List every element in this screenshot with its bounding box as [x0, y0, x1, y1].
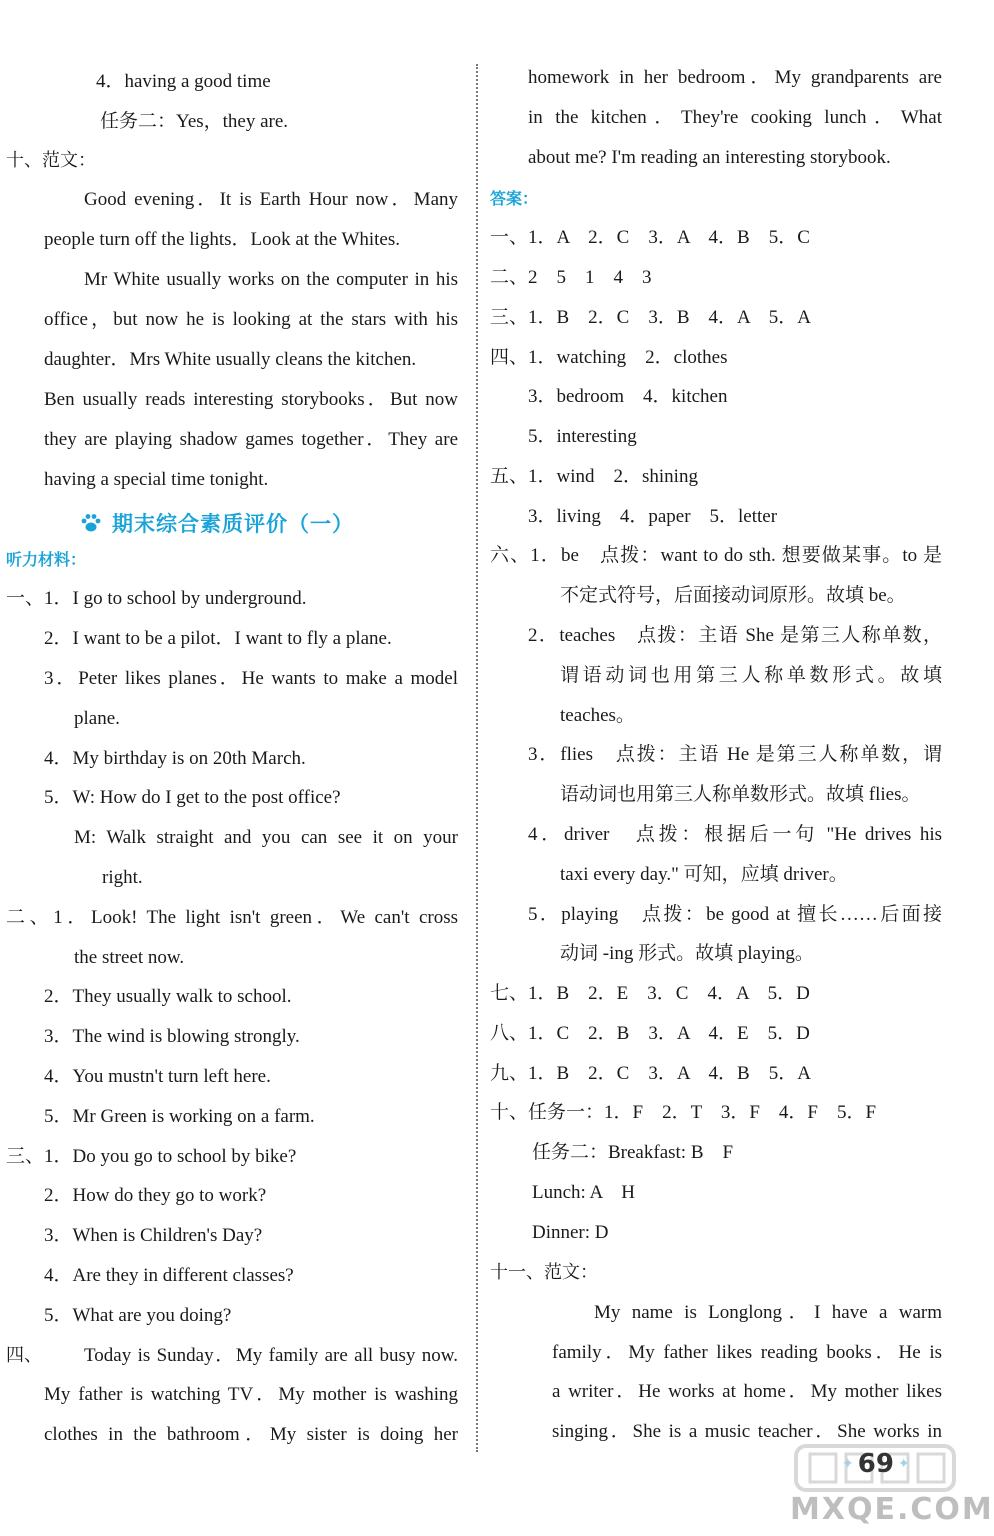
text-line: 5．interesting [528, 426, 637, 447]
text-line: 七、1．B 2．E 3．C 4．A 5．D [490, 983, 810, 1004]
text-line: 任务二：Yes，they are. [100, 111, 289, 132]
text-line: 3．The wind is blowing strongly. [44, 1026, 300, 1047]
text-line: 三、1．Do you go to school by bike? [6, 1146, 297, 1167]
text-line: 听力材料： [6, 550, 87, 569]
text-line: 4．having a good time [96, 71, 271, 92]
text-line: 一、1．A 2．C 3．A 4．B 5．C [490, 227, 810, 248]
text-line: singing．She is a music teacher．She works in [552, 1421, 942, 1442]
text-line: 答案： [490, 189, 539, 208]
text-line: office，but now he is looking at the stars with his [44, 309, 458, 330]
text-line: 3．Peter likes planes．He wants to make a model [44, 668, 458, 689]
text-line: homework in her bedroom．My grandparents are [528, 67, 942, 88]
column-divider [476, 64, 478, 1452]
text-line: 六、1．be 点拨：want to do sth. 想要做某事。to 是 [490, 545, 942, 566]
text-line: 三、1．B 2．C 3．B 4．A 5．A [490, 307, 811, 328]
text-line: Good evening．It is Earth Hour now．Many [84, 189, 458, 210]
text-line: 5．W: How do I get to the post office? [44, 787, 341, 808]
text-line: 5．What are you doing? [44, 1305, 232, 1326]
text-line: plane. [74, 708, 120, 729]
text-line: teaches。 [560, 705, 635, 726]
text-line: 4．You mustn't turn left here. [44, 1066, 271, 1087]
text-line: 四、 [6, 1345, 42, 1366]
text-line: in the kitchen．They're cooking lunch．What [528, 107, 942, 128]
text-line: 十一、范文： [490, 1262, 598, 1283]
text-line: 十、范文： [6, 150, 96, 171]
text-line: 3．bedroom 4．kitchen [528, 386, 728, 407]
text-line: Mr White usually works on the computer in his [84, 269, 458, 290]
text-line: 2．How do they go to work? [44, 1185, 267, 1206]
text-line: 3．living 4．paper 5．letter [528, 506, 778, 527]
text-line: M: Walk straight and you can see it on your [74, 827, 458, 848]
text-line: My father is watching TV．My mother is washing [44, 1384, 458, 1405]
text-line: about me? I'm reading an interesting storybook. [528, 147, 891, 168]
text-line: 2．I want to be a pilot．I want to fly a plane. [44, 628, 392, 649]
text-line: Today is Sunday．My family are all busy now. [84, 1345, 458, 1366]
text-line: 二、1．Look! The light isn't green．We can't cross [6, 907, 458, 928]
text-line: Ben usually reads interesting storybooks．But now [44, 389, 458, 410]
text-line: 4．My birthday is on 20th March. [44, 748, 306, 769]
text-line: 四、1．watching 2．clothes [490, 347, 728, 368]
page-number: 69 [857, 1449, 894, 1479]
text-line: 五、1．wind 2．shining [490, 466, 698, 487]
text-line: 5．playing 点拨：be good at 擅长……后面接 [528, 904, 942, 925]
text-line: people turn off the lights．Look at the Whites. [44, 229, 401, 250]
text-line: daughter．Mrs White usually cleans the kitchen. [44, 349, 417, 370]
text-line: 4．Are they in different classes? [44, 1265, 294, 1286]
watermark-text: MXQE.COM [790, 1492, 994, 1527]
text-line: 九、1．B 2．C 3．A 4．B 5．A [490, 1063, 811, 1084]
text-line: 3．When is Children's Day? [44, 1225, 263, 1246]
text-line: a writer．He works at home．My mother likes [552, 1381, 942, 1402]
text-line: 二、2 5 1 4 3 [490, 267, 652, 288]
star-icon: ✦ [897, 1456, 910, 1472]
text-line: clothes in the bathroom．My sister is doing her [44, 1424, 458, 1445]
paw-icon [80, 512, 102, 534]
text-line: taxi every day." 可知，应填 driver。 [560, 864, 848, 885]
page-number-box [842, 1442, 910, 1486]
text-line: 八、1．C 2．B 3．A 4．E 5．D [490, 1023, 810, 1044]
text-line: 十、任务一：1．F 2．T 3．F 4．F 5．F [490, 1102, 877, 1123]
text-line: 不定式符号，后面接动词原形。故填 be。 [560, 585, 906, 606]
text-line: 2．They usually walk to school. [44, 986, 292, 1007]
text-line: they are playing shadow games together．They are [44, 429, 458, 450]
star-icon: ✦ [842, 1456, 854, 1472]
text-line: 谓语动词也用第三人称单数形式。故填 [560, 665, 942, 686]
text-line: the street now. [74, 947, 185, 968]
text-line: right. [102, 867, 143, 888]
text-line: family．My father likes reading books．He is [552, 1342, 942, 1363]
text-line: 一、1．I go to school by underground. [6, 588, 307, 609]
section-title-text: 期末综合素质评价（一） [112, 512, 354, 536]
text-line: 任务二：Breakfast: B F [532, 1142, 734, 1163]
text-line: 4．driver 点拨：根据后一句 "He drives his [528, 824, 942, 845]
text-line: Dinner: D [532, 1222, 609, 1243]
text-line: 语动词也用第三人称单数形式。故填 flies。 [560, 784, 921, 805]
text-line: 动词 -ing 形式。故填 playing。 [560, 943, 814, 964]
text-line: 2．teaches 点拨：主语 She 是第三人称单数， [528, 625, 942, 646]
text-line: My name is Longlong．I have a warm [594, 1302, 942, 1323]
text-line: having a special time tonight. [44, 469, 269, 490]
section-title [80, 508, 354, 538]
text-line: Lunch: A H [532, 1182, 635, 1203]
text-line: 3．flies 点拨：主语 He 是第三人称单数，谓 [528, 744, 942, 765]
text-line: 5．Mr Green is working on a farm. [44, 1106, 315, 1127]
